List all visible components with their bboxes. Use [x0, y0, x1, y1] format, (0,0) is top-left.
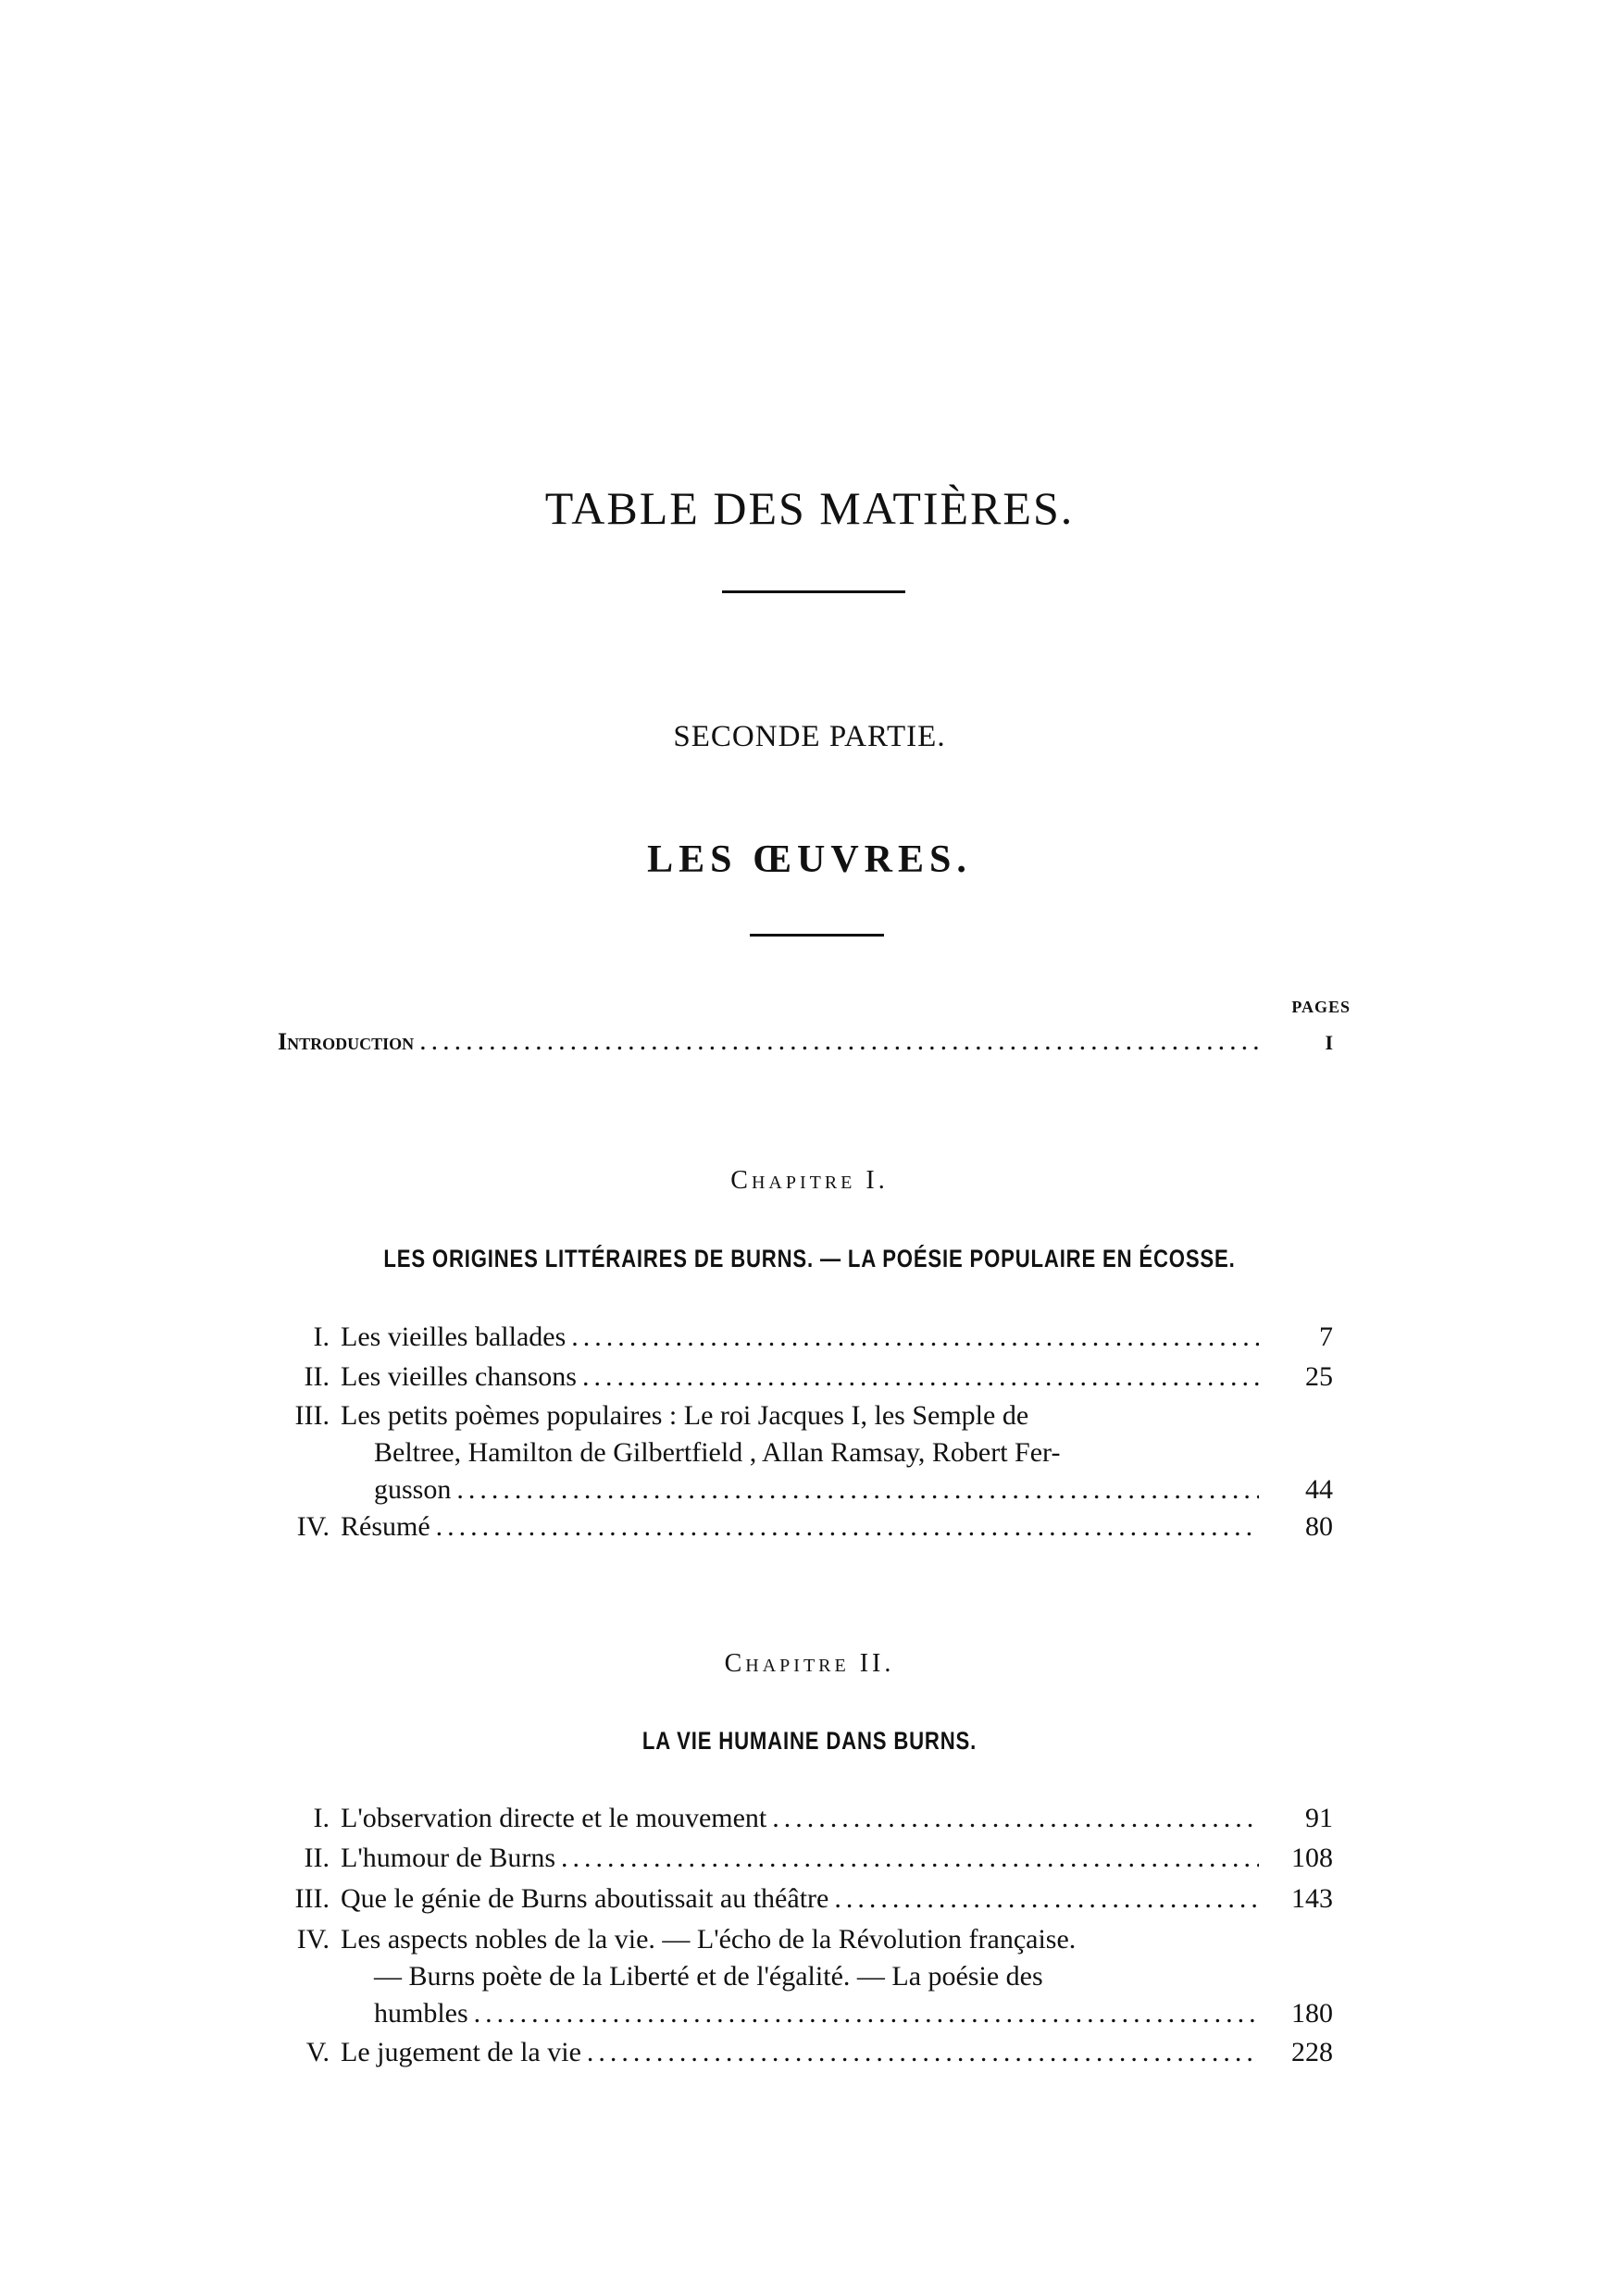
- dot-leader: [571, 1319, 1259, 1356]
- section-title: LES ŒUVRES.: [647, 838, 972, 881]
- entry-page: I: [1325, 1031, 1333, 1054]
- dot-leader: [419, 1023, 1259, 1060]
- toc-entry[interactable]: [278, 1359, 1333, 1396]
- entry-title: Les vieilles ballades: [341, 1322, 567, 1352]
- dot-leader: [587, 2034, 1259, 2071]
- entry-page: 228: [1291, 2037, 1333, 2067]
- title-rule: [722, 590, 905, 593]
- entry-number: II.: [304, 1843, 330, 1873]
- entry-page: 7: [1319, 1322, 1333, 1352]
- entry-title: Le jugement de la vie: [341, 2037, 581, 2067]
- toc-entry-introduction[interactable]: [278, 1023, 1333, 1060]
- chapter-2-title: LA VIE HUMAINE DANS BURNS.: [641, 1727, 978, 1755]
- entry-number: I.: [313, 1322, 330, 1352]
- chapter-1-title: LES ORIGINES LITTÉRAIRES DE BURNS. — LA POÉSIE POPULAIRE EN ÉCOSSE.: [383, 1245, 1236, 1272]
- toc-entry[interactable]: [278, 1921, 1333, 2032]
- entry-page: 25: [1305, 1361, 1333, 1392]
- entry-number: II.: [304, 1361, 330, 1392]
- dot-leader: [834, 1880, 1259, 1917]
- entry-page: 143: [1291, 1883, 1333, 1914]
- entry-number: IV.: [296, 1511, 330, 1542]
- entry-title-line: Les petits poèmes populaires : Le roi Jacques I, les Semple de: [341, 1400, 1029, 1431]
- entry-page: 180: [1291, 1998, 1333, 2029]
- toc-entry[interactable]: [278, 1397, 1333, 1508]
- toc-entry[interactable]: [278, 1508, 1333, 1545]
- entry-title-line: Beltree, Hamilton de Gilbertfield , Allan Ramsay, Robert Fer-: [374, 1437, 1061, 1468]
- entry-page: 44: [1305, 1474, 1333, 1505]
- entry-title: L'observation directe et le mouvement: [341, 1803, 767, 1833]
- entry-page: 108: [1291, 1843, 1333, 1873]
- dot-leader: [474, 1995, 1259, 2032]
- pages-column-label: PAGES: [1291, 998, 1351, 1016]
- entry-page: 91: [1305, 1803, 1333, 1833]
- entry-page: 80: [1305, 1511, 1333, 1542]
- entry-title: Introduction: [278, 1028, 415, 1055]
- page-title: TABLE DES MATIÈRES.: [544, 482, 1075, 534]
- toc-entry[interactable]: [278, 1800, 1333, 1837]
- toc-entry[interactable]: [278, 1880, 1333, 1917]
- toc-entry[interactable]: [278, 1840, 1333, 1877]
- entry-title-line: humbles: [374, 1998, 468, 2029]
- entry-number: I.: [313, 1803, 330, 1833]
- entry-title: Que le génie de Burns aboutissait au théâtre: [341, 1883, 829, 1914]
- chapter-2-label: Chapitre II.: [724, 1649, 895, 1678]
- dot-leader: [582, 1359, 1259, 1396]
- toc-entry[interactable]: [278, 1319, 1333, 1356]
- entry-title: Les vieilles chansons: [341, 1361, 577, 1392]
- entry-number: III.: [294, 1400, 330, 1431]
- dot-leader: [456, 1471, 1259, 1508]
- toc-entry[interactable]: [278, 2034, 1333, 2071]
- section-rule: [750, 934, 884, 937]
- entry-number: IV.: [296, 1924, 330, 1955]
- dot-leader: [436, 1508, 1259, 1545]
- entry-title: L'humour de Burns: [341, 1843, 556, 1873]
- part-title: SECONDE PARTIE.: [673, 720, 946, 753]
- entry-number: III.: [294, 1883, 330, 1914]
- dot-leader: [561, 1840, 1259, 1877]
- entry-title: Résumé: [341, 1511, 430, 1542]
- chapter-1-label: Chapitre I.: [730, 1166, 889, 1195]
- dot-leader: [772, 1800, 1259, 1837]
- entry-title-line: gusson: [374, 1474, 452, 1505]
- entry-title-line: Les aspects nobles de la vie. — L'écho de la Révolution française.: [341, 1924, 1077, 1955]
- entry-number: V.: [305, 2037, 330, 2067]
- entry-title-line: — Burns poète de la Liberté et de l'égalité. — La poésie des: [374, 1961, 1043, 1992]
